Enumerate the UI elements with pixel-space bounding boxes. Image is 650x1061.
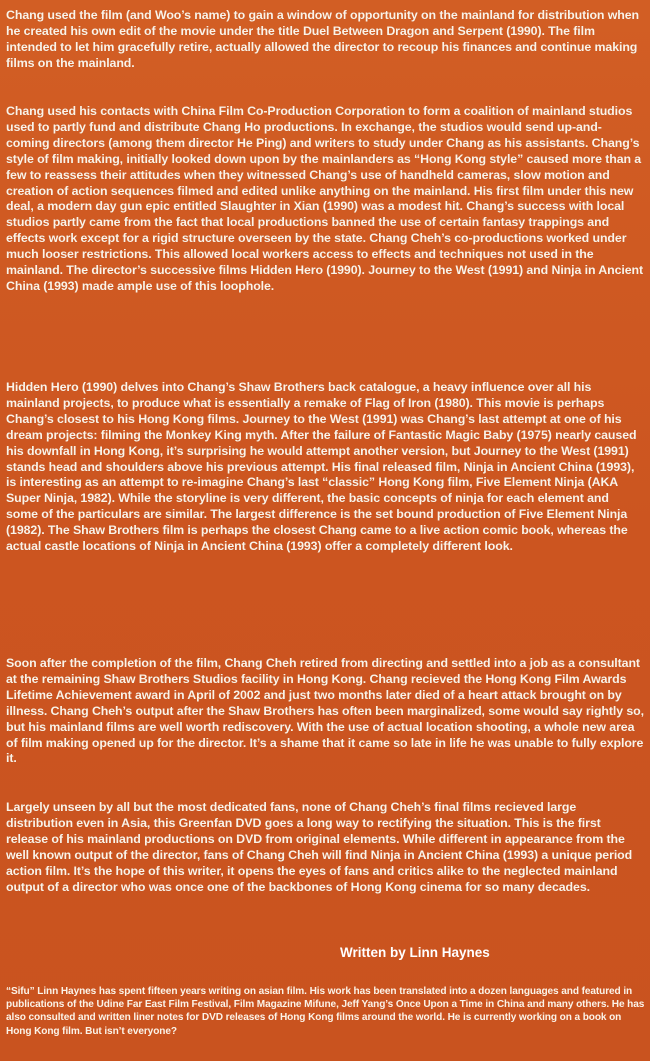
author-bio: “Sifu” Linn Haynes has spent fifteen years writing on asian film. His work has been translated into a dozen languages and featured in publications of the Udine Far East Film Festival, Film Magazine Mifune, Jeff Yang’s Once Upon a Time in China and many others. He has also consulted and written liner notes for DVD releases of Hong Kong films around the world. He is currently working on a book on Hong Kong film. But isn’t everyone? xyxy=(6,986,645,1037)
paragraph-2: Chang used his contacts with China Film Co-Production Corporation to form a coalition of mainland studios used to partly fund and distribute Chang Ho productions. In exchange, the studios would send up-and-coming directors (among them director He Ping) and writers to study under Chang as his assistants. Chang’s style of film making, initially looked down upon by the mainlanders as “Hong Kong style” caused more than a few to reassess their attitudes when they witnessed Chang’s use of handheld cameras, slow motion and creation of action sequences filmed and edited unlike anything on the mainland. His first film under this new deal, a modern day gun epic entitled Slaughter in Xian (1990) was a modest hit. Chang’s success with local studios partly came from the fact that local productions banned the use of certain fantasy trappings and effects work except for a rigid structure overseen by the state. Chang Cheh’s co-productions worked under much looser restrictions. This allowed local workers access to effects and techniques not used in the mainland. The director’s successive films Hidden Hero (1990). Journey to the West (1991) and Ninja in Ancient China (1993) made ample use of this loophole. xyxy=(6,104,644,293)
paragraph-3: Hidden Hero (1990) delves into Chang’s Shaw Brothers back catalogue, a heavy influence over all his mainland projects, to produce what is essentially a remake of Flag of Iron (1980). This movie is perhaps Chang’s closest to his Hong Kong films. Journey to the West (1991) was Chang’s last attempt at one of his dream projects: filming the Monkey King myth. After the failure of Fantastic Magic Baby (1975) nearly caused his downfall in Hong Kong, it’s surprising he would attempt another version, but Journey to the West (1991) stands head and shoulders above his previous attempt. His final released film, Ninja in Ancient China (1993), is interesting as an attempt to re-imagine Chang’s last “classic” Hong Kong film, Five Element Ninja (AKA Super Ninja, 1982). While the storyline is very different, the basic concepts of ninja for each element and some of the particulars are similar. The largest difference is the set bound production of Five Element Ninja (1982). The Shaw Brothers film is perhaps the closest Chang came to a live action comic book, whereas the actual castle locations of Ninja in Ancient China (1993) offer a completely different look. xyxy=(6,380,637,554)
paragraph-5: Largely unseen by all but the most dedicated fans, none of Chang Cheh’s final films recieved large distribution even in Asia, this Greenfan DVD goes a long way to rectifying the situation. This is the first release of his mainland productions on DVD from original elements. While different in appearance from the well known output of the director, fans of Chang Cheh will find Ninja in Ancient China (1993) a unique period action film. It’s the hope of this writer, it opens the eyes of fans and critics alike to the neglected mainland output of a director who was once one of the backbones of Hong Kong cinema for so many decades. xyxy=(6,800,633,894)
paragraph-4: Soon after the completion of the film, Chang Cheh retired from directing and settled into a job as a consultant at the remaining Shaw Brothers Studios facility in Hong Kong. Chang recieved the Hong Kong Film Awards Lifetime Achievement award in April of 2002 and just two months later died of a heart attack brought on by illness. Chang Cheh’s output after the Shaw Brothers has often been marginalized, some would say rightly so, but his mainland films are well worth rediscovery. With the use of actual location shooting, a whole new area of film making opened up for the director. It’s a shame that it came so late in life he was unable to fully explore it. xyxy=(6,656,644,766)
author-signature: Written by Linn Haynes xyxy=(340,945,490,960)
paragraph-1: Chang used the film (and Woo’s name) to gain a window of opportunity on the mainland for distribution when he created his own edit of the movie under the title Duel Between Dragon and Serpent (1990). The film intended to let him gracefully retire, actually allowed the director to recoup his finances and continue making films on the mainland. xyxy=(6,8,640,70)
